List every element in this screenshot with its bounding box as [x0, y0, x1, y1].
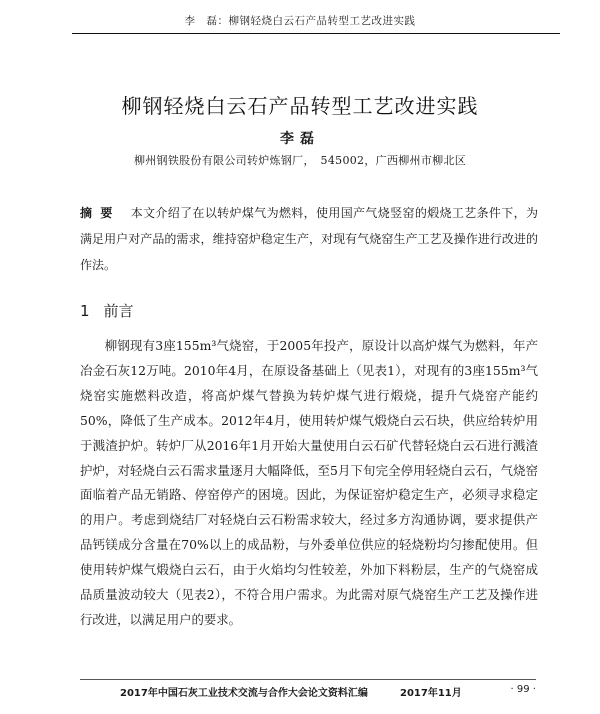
- author-name: 李磊: [280, 131, 320, 147]
- running-header: 李 磊：柳钢轻烧白云石产品转型工艺改进实践: [184, 15, 416, 27]
- section-title: 前言: [103, 302, 134, 320]
- abstract-text: 本文介绍了在以转炉煤气为燃料，使用国产气烧竖窑的煅烧工艺条件下，为满足用户对产品的需求，维持窑炉稳定生产，对现有气烧窑生产工艺及操作进行改进的作法。: [80, 206, 538, 272]
- body-paragraph: 柳钢现有3座155m³气烧窑，于2005年投产，原设计以高炉煤气为燃料，年产冶金石灰12万吨。2010年4月，在原设备基础上（见表1），对现有的3座155m³气烧窑实施燃料改造，将高炉煤气替换为转炉煤气进行煅烧，提升气烧窑产能约50%，降低了生产成本。2012年4月，使用转炉煤气煅烧白云石块，供应给转炉用于溅渣护炉。转炉厂从2016年1月开始大量使用白云石矿代替轻烧白云石进行溅渣护炉，对轻烧白云石需求量逐月大幅降低，至5月下旬完全停用轻烧白云石，气烧窑面临着产品无销路、停窑停产的困境。因此，为保证窑炉稳定生产，必须寻求稳定的用户。考虑到烧结厂对轻烧白云石粉需求较大，经过多方沟通协调，要求提供产品钙镁成分含量在70%以上的成品粉，与外委单位供应的轻烧粉均匀掺配使用。但使用转炉煤气煅烧白云石，由于火焰均匀性较差，外加下料粉层，生产的气烧窑成品质量波动较大（见表2），不符合用户需求。为此需对原气烧窑生产工艺及操作进行改进，以满足用户的要求。: [80, 338, 538, 627]
- paper-title: 柳钢轻烧白云石产品转型工艺改进实践: [121, 94, 479, 118]
- section-number: 1: [80, 302, 90, 320]
- footer-rule: [80, 679, 536, 680]
- footer-date: 2017年11月: [400, 688, 462, 699]
- header-rule: [72, 33, 560, 34]
- footer-source: 2017年中国石灰工业技术交流与合作大会论文资料汇编: [120, 688, 368, 699]
- author-affiliation: 柳州钢铁股份有限公司转炉炼钢厂， 545002，广西柳州市柳北区: [133, 154, 467, 167]
- section-heading: [80, 300, 134, 321]
- page-number: · 99 ·: [510, 684, 536, 695]
- abstract: [80, 200, 538, 278]
- abstract-label: 摘要: [80, 206, 121, 220]
